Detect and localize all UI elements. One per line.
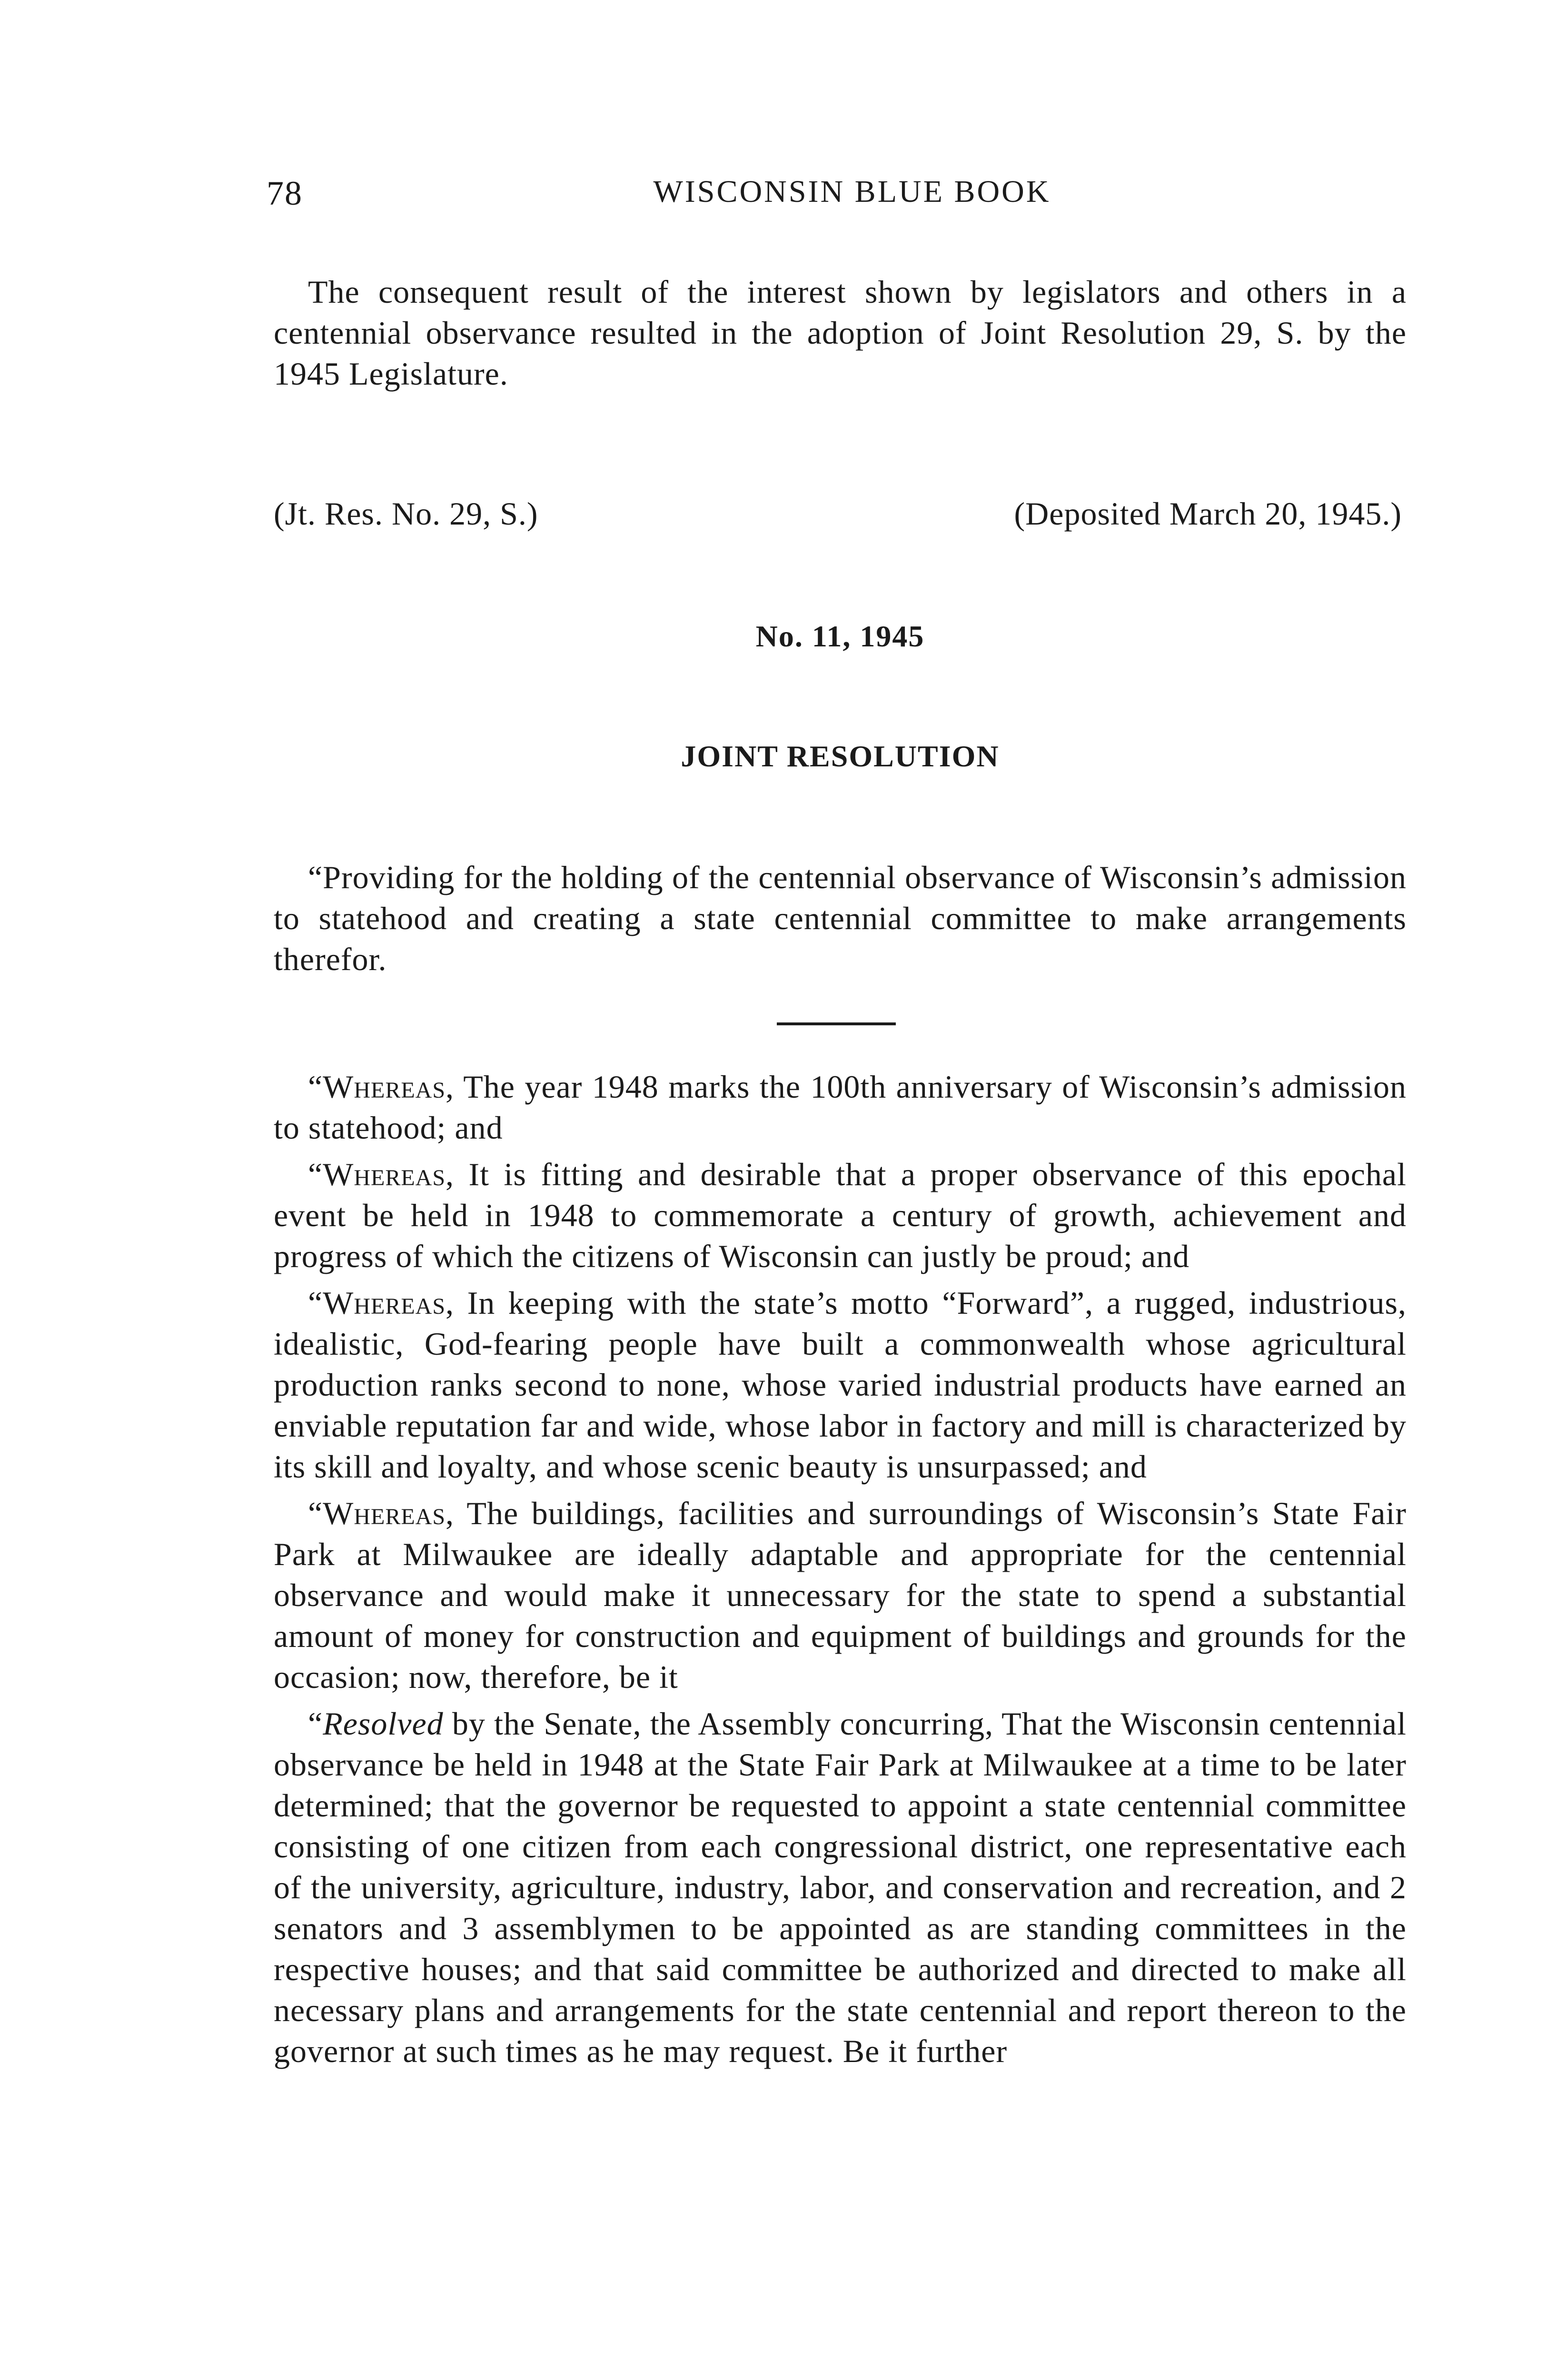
whereas-paragraph [274, 1493, 1407, 1697]
resolved-text: by the Senate, the Assembly concurring, That the Wisconsin centennial observance be held in 1948 at the State Fair Park at Milwaukee at a time to be later determined; that the governor be requested to appoint a state centennial committee consisting of one citizen from each congressional district, one representative each of the university, agriculture, industry, labor, and conservation and recreation, and 2 senators and 3 assemblymen to be appointed as are standing committees in the respective houses; and that said committee be authorized and directed to make all necessary plans and arrangements for the state centennial and report thereon to the governor at such times as he may request. Be it further [274, 1706, 1407, 2069]
section-divider [777, 1022, 896, 1025]
whereas-text: The year 1948 marks the 100th anniversary of Wisconsin’s admission to statehood; and [274, 1069, 1407, 1146]
whereas-lead: “Whereas, [308, 1069, 455, 1105]
page-number: 78 [267, 174, 303, 212]
resolved-lead: Resolved [323, 1706, 444, 1742]
whereas-text: It is fitting and desirable that a proper observance of this epochal event be held in 1948 to commemorate a century of growth, achievement and progress of which the citizens of Wisconsin can justly be proud; and [274, 1156, 1407, 1274]
page-header [267, 174, 1409, 217]
whereas-text: In keeping with the state’s motto “Forward”, a rugged, industrious, idealistic, God-fearing people have built a commonwealth whose agricultural production ranks second to none, whose varied industrial products have earned an enviable reputation far and wide, whose labor in factory and mill is characterized by its skill and loyalty, and whose scenic beauty is unsurpassed; and [274, 1285, 1407, 1485]
running-title: WISCONSIN BLUE BOOK [653, 174, 1051, 209]
whereas-lead: “Whereas, [308, 1285, 455, 1321]
whereas-lead: “Whereas, [308, 1156, 455, 1192]
resolution-body [274, 1066, 1407, 2072]
deposit-date: (Deposited March 20, 1945.) [1014, 496, 1402, 532]
whereas-text: The buildings, facilities and surroundings of Wisconsin’s State Fair Park at Milwaukee are ideally adaptable and appropriate for the centennial observance and would make it unnecessary for the state to spend a substantial amount of money for construction and equipment of buildings and grounds for the occasion; now, therefore, be it [274, 1495, 1407, 1695]
resolution-heading: JOINT RESOLUTION [681, 739, 1000, 773]
resolved-paragraph [274, 1703, 1407, 2072]
resolution-citation: (Jt. Res. No. 29, S.) [274, 496, 538, 532]
resolved-open-quote: “ [308, 1706, 323, 1742]
whereas-paragraph [274, 1282, 1407, 1487]
intro-block [274, 271, 1407, 394]
whereas-paragraph [274, 1154, 1407, 1277]
resolution-number: No. 11, 1945 [755, 619, 925, 653]
intro-paragraph: The consequent result of the interest shown by legislators and others in a centennial observance resulted in the adoption of Joint Resolution 29, S. by the 1945 Legislature. [274, 274, 1407, 392]
whereas-paragraph [274, 1066, 1407, 1148]
whereas-lead: “Whereas, [308, 1495, 455, 1531]
resolution-title: “Providing for the holding of the centennial observance of Wisconsin’s admission to statehood and creating a state centennial committee to make arrangements therefor. [274, 859, 1407, 977]
resolution-title-block [274, 857, 1407, 980]
